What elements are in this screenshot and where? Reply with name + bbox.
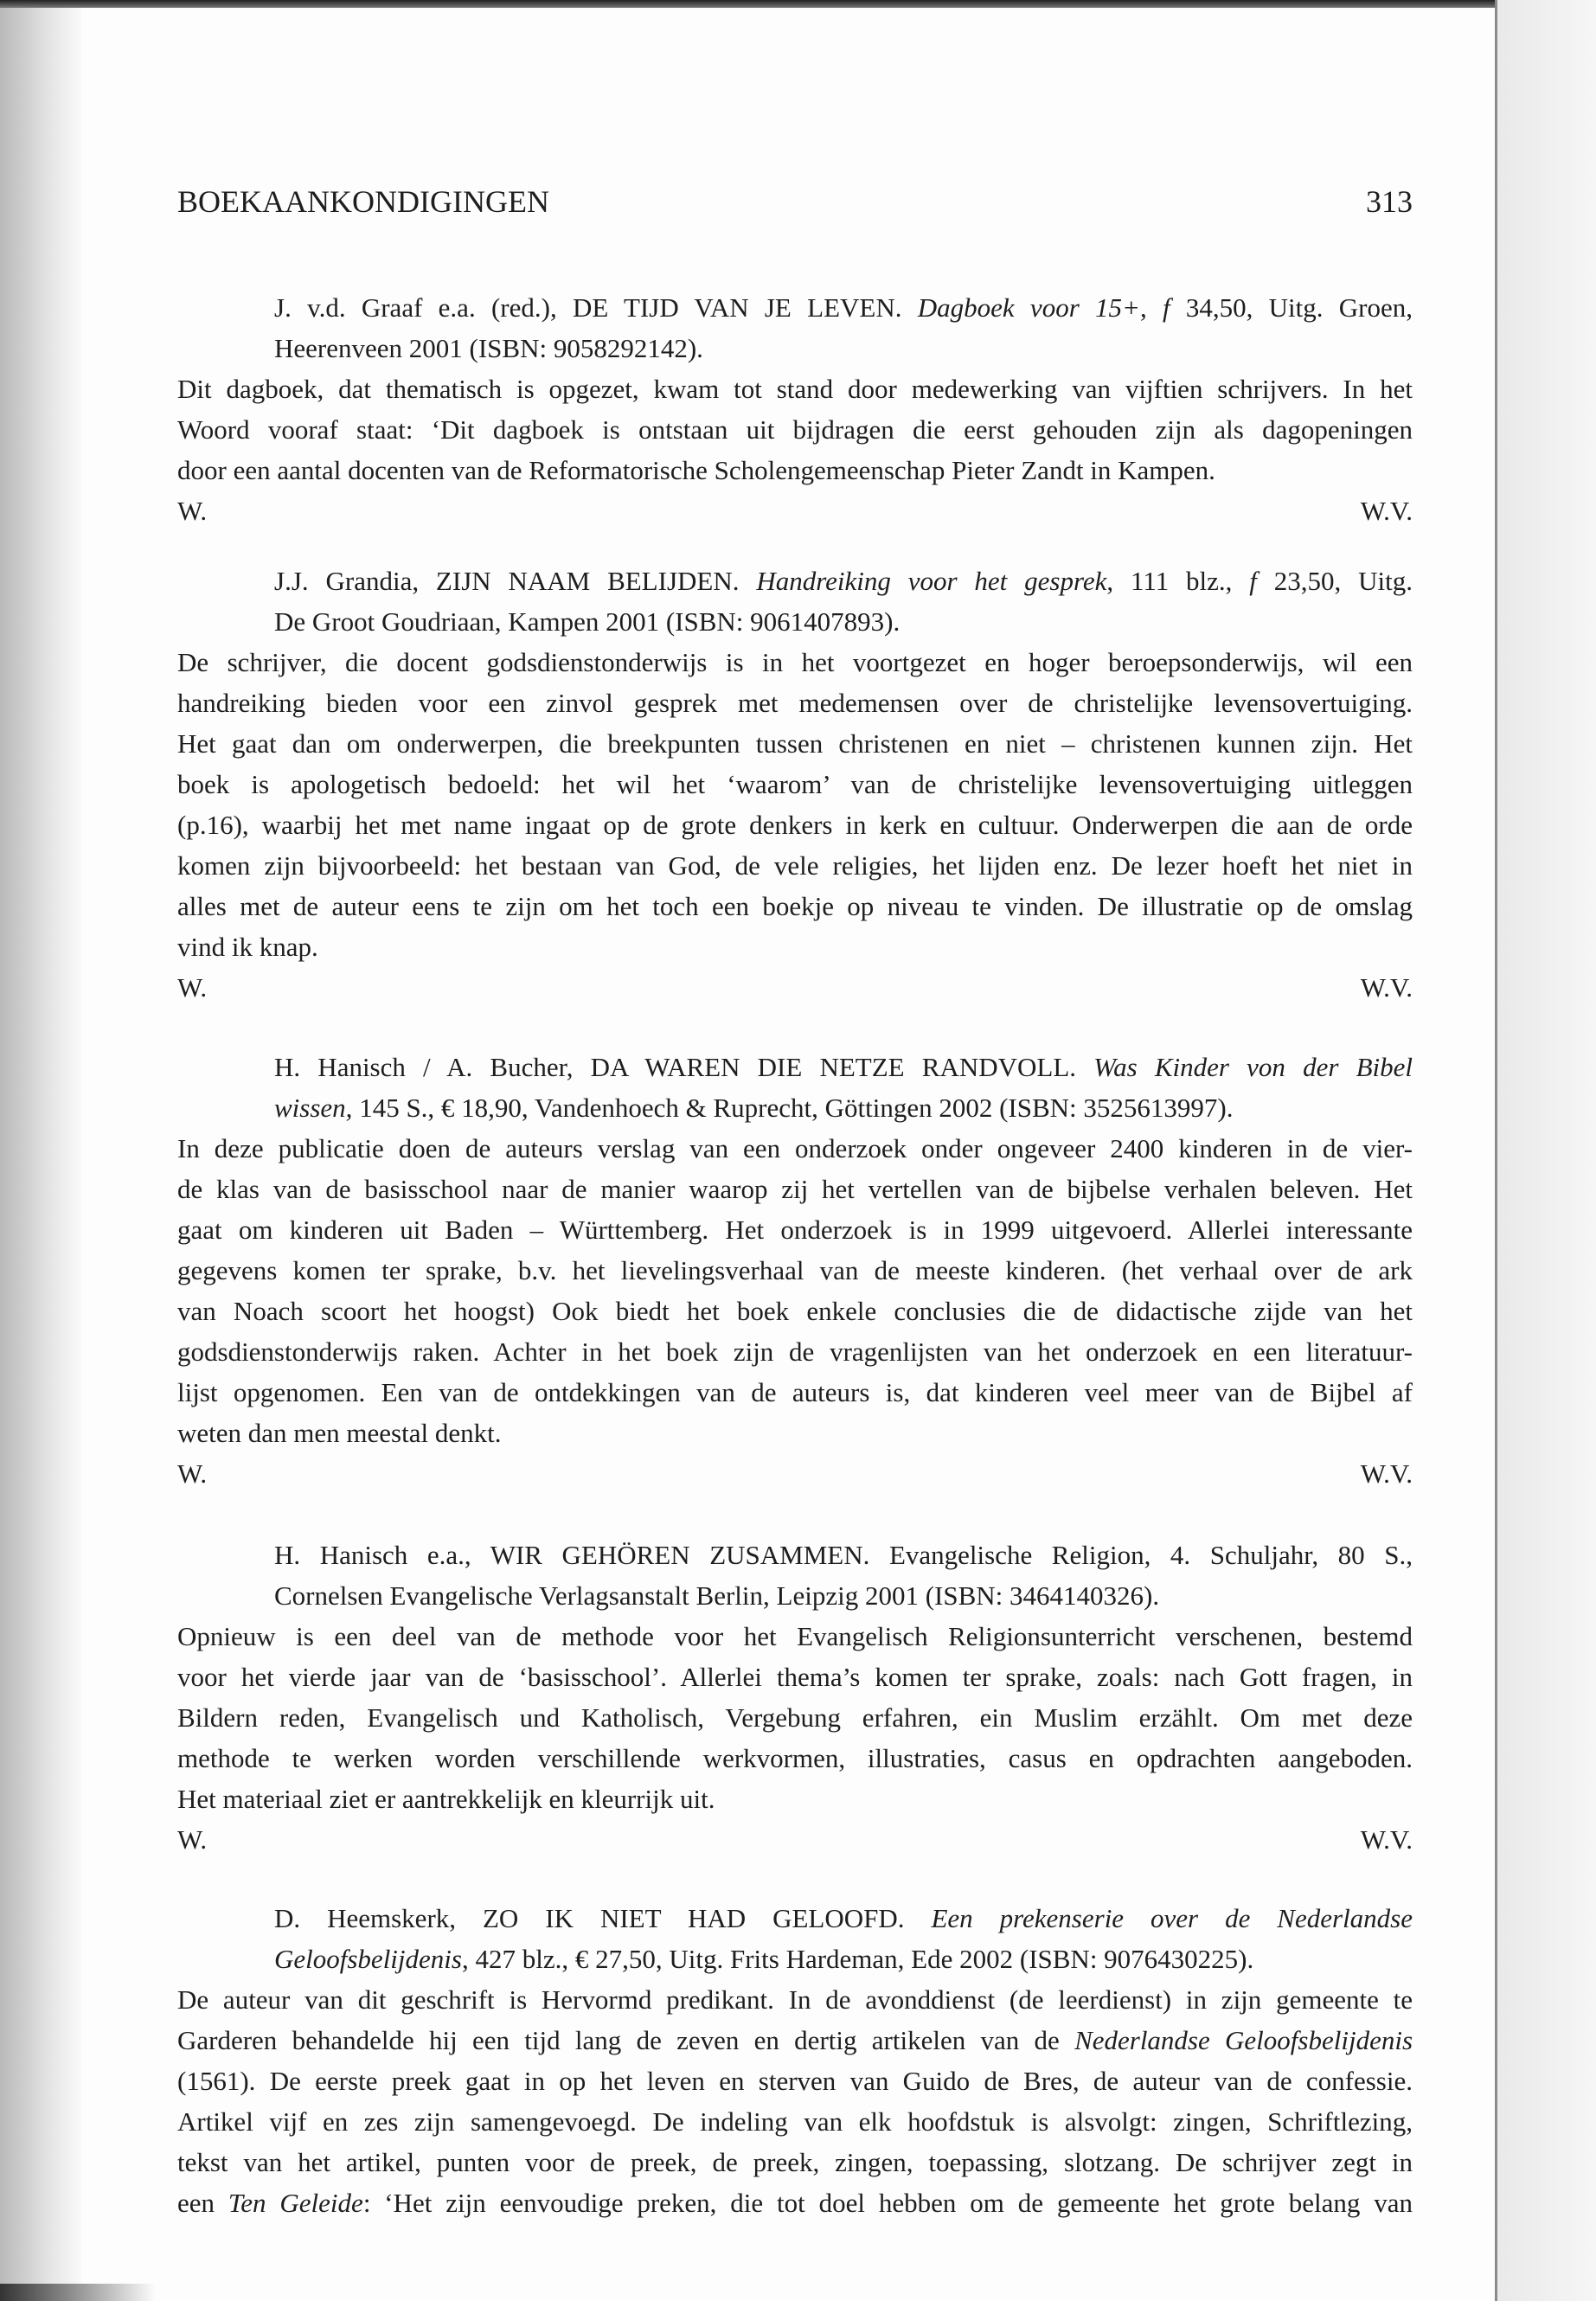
- text-segment: handreiking bieden voor een zinvol gesprek met medemensen over de christelijke levensovertuiging.: [177, 688, 1413, 718]
- text-line: [177, 1738, 1413, 1779]
- text-line: [274, 1898, 1413, 1939]
- page-edge-right: [1495, 0, 1497, 2301]
- signature-left: W.: [177, 496, 208, 526]
- text-line: [177, 845, 1413, 886]
- reviewer-signature: [177, 1819, 1413, 1860]
- book-entry: [177, 1535, 1413, 1860]
- book-entry: [177, 1047, 1413, 1494]
- text-segment: van Noach scoort het hoogst) Ook biedt het boek enkele conclusies die de didactische zijde van het: [177, 1296, 1413, 1326]
- text-segment: 145 S., € 18,90, Vandenhoech & Ruprecht, Göttingen 2002 (ISBN: 3525613997).: [352, 1093, 1234, 1123]
- reviewer-signature: [177, 490, 1413, 531]
- text-line: [177, 1979, 1413, 2020]
- text-segment: H. Hanisch e.a., WIR GEHÖREN ZUSAMMEN. Evangelische Religion, 4. Schuljahr, 80 S.,: [274, 1540, 1413, 1570]
- text-segment: D. Heemskerk, ZO IK NIET HAD GELOOFD.: [274, 1903, 932, 1933]
- text-line: [177, 2061, 1413, 2101]
- text-line: [177, 764, 1413, 804]
- text-line: [274, 1575, 1413, 1616]
- text-line: [177, 450, 1413, 490]
- signature-left: W.: [177, 1824, 208, 1855]
- text-line: [274, 1535, 1413, 1575]
- text-line: [177, 886, 1413, 926]
- text-segment: een: [177, 2188, 228, 2218]
- text-segment: Cornelsen Evangelische Verlagsanstalt Berlin, Leipzig 2001 (ISBN: 3464140326).: [274, 1580, 1160, 1611]
- book-citation: [177, 561, 1413, 642]
- text-segment: komen zijn bijvoorbeeld: het bestaan van God, de vele religies, het lijden enz. De lezer hoeft het niet in: [177, 850, 1413, 881]
- review-text: [177, 1128, 1413, 1453]
- text-line: [177, 804, 1413, 845]
- signature-left: W.: [177, 972, 208, 1003]
- text-segment: : ‘Het zijn eenvoudige preken, die tot doel hebben om de gemeente het grote belang van: [362, 2188, 1413, 2218]
- text-segment: lijst opgenomen. Een van de ontdekkingen van de auteurs is, dat kinderen veel meer van de Bijbel af: [177, 1377, 1413, 1407]
- text-segment: gaat om kinderen uit Baden – Württemberg. Het onderzoek is in 1999 uitgevoerd. Allerlei interessante: [177, 1215, 1413, 1245]
- signature-initials: W.V.: [1360, 496, 1413, 526]
- text-segment: , 111 blz.,: [1106, 566, 1250, 596]
- text-segment: J. v.d. Graaf e.a. (red.), DE TIJD VAN JE LEVEN.: [274, 292, 918, 323]
- text-line: [177, 2020, 1413, 2061]
- text-line: [177, 1413, 1413, 1453]
- text-segment: de klas van de basisschool naar de manier waarop zij het vertellen van de bijbelse verhalen beleven. Het: [177, 1174, 1413, 1204]
- text-line: [177, 1616, 1413, 1657]
- text-segment: De Groot Goudriaan, Kampen 2001 (ISBN: 9061407893).: [274, 606, 901, 637]
- text-line: [177, 409, 1413, 450]
- text-line: [274, 1087, 1413, 1128]
- text-segment: (1561). De eerste preek gaat in op het leven en sterven van Guido de Bres, de auteur van de confessie.: [177, 2066, 1413, 2096]
- text-segment: voor het vierde jaar van de ‘basisschool’. Allerlei thema’s komen ter sprake, zoals: nach Gott fragen, in: [177, 1662, 1413, 1692]
- text-line: [177, 1372, 1413, 1413]
- text-segment: vind ik knap.: [177, 932, 318, 962]
- text-segment: weten dan men meestal denkt.: [177, 1418, 502, 1448]
- signature-initials: W.V.: [1360, 972, 1413, 1003]
- scan-margin-right: [1497, 0, 1596, 2301]
- text-segment: (p.16), waarbij het met name ingaat op de grote denkers in kerk en cultuur. Onderwerpen die aan de orde: [177, 810, 1413, 840]
- text-segment: De schrijver, die docent godsdienstonderwijs is in het voortgezet en hoger beroepsonderwijs, wil een: [177, 647, 1413, 677]
- text-line: [274, 287, 1413, 328]
- scan-edge-top: [0, 0, 1497, 8]
- italic-segment: wissen,: [274, 1093, 353, 1123]
- reviewer-signature: [177, 1453, 1413, 1494]
- book-citation: [177, 1535, 1413, 1616]
- text-segment: 23,50, Uitg.: [1256, 566, 1413, 596]
- text-line: [177, 1169, 1413, 1209]
- section-title: BOEKAANKONDIGINGEN: [177, 184, 549, 219]
- text-segment: De auteur van dit geschrift is Hervormd predikant. In de avonddienst (de leerdienst) in zijn gemeente te: [177, 1984, 1413, 2015]
- text-line: [177, 1209, 1413, 1250]
- italic-segment: Handreiking voor het gesprek: [756, 566, 1107, 596]
- text-line: [177, 1291, 1413, 1331]
- review-text: [177, 642, 1413, 967]
- text-segment: Garderen behandelde hij een tijd lang de zeven en dertig artikelen van de: [177, 2025, 1075, 2055]
- text-segment: H. Hanisch / A. Bucher, DA WAREN DIE NETZE RANDVOLL.: [274, 1052, 1094, 1082]
- text-segment: methode te werken worden verschillende werkvormen, illustraties, casus en opdrachten aangeboden.: [177, 1743, 1413, 1773]
- text-segment: In deze publicatie doen de auteurs verslag van een onderzoek onder ongeveer 2400 kinderen in de vier-: [177, 1133, 1413, 1163]
- text-line: [177, 1128, 1413, 1169]
- text-segment: Artikel vijf en zes zijn samengevoegd. De indeling van elk hoofdstuk is alsvolgt: zingen, Schriftlezing,: [177, 2106, 1413, 2137]
- italic-segment: Ten Geleide: [228, 2188, 363, 2218]
- book-citation: [177, 1047, 1413, 1128]
- text-line: [177, 2142, 1413, 2182]
- text-line: [177, 1697, 1413, 1738]
- text-line: [177, 2182, 1413, 2223]
- text-segment: , 427 blz., € 27,50, Uitg. Frits Hardeman, Ede 2002 (ISBN: 9076430225).: [461, 1944, 1254, 1974]
- text-line: [177, 683, 1413, 723]
- signature-initials: W.V.: [1360, 1458, 1413, 1489]
- text-line: [177, 642, 1413, 683]
- text-line: [274, 1939, 1413, 1979]
- signature-left: W.: [177, 1458, 208, 1489]
- reviewer-signature: [177, 967, 1413, 1008]
- page-number: 313: [1366, 184, 1413, 219]
- text-segment: 34,50, Uitg. Groen,: [1170, 292, 1413, 323]
- scan-shadow-left: [0, 0, 82, 2301]
- review-text: [177, 369, 1413, 490]
- italic-segment: f: [1162, 292, 1170, 323]
- scan-edge-bottom: [0, 2284, 156, 2301]
- book-entry: [177, 1898, 1413, 2223]
- italic-segment: Nederlandse Geloofsbelijdenis: [1074, 2025, 1413, 2055]
- italic-segment: f: [1249, 566, 1257, 596]
- text-segment: Dit dagboek, dat thematisch is opgezet, kwam tot stand door medewerking van vijftien schrijvers. In het: [177, 374, 1413, 404]
- review-text: [177, 1979, 1413, 2223]
- italic-segment: Geloofsbelijdenis: [274, 1944, 462, 1974]
- review-text: [177, 1616, 1413, 1819]
- text-segment: ,: [1139, 292, 1163, 323]
- text-line: [177, 1331, 1413, 1372]
- italic-segment: Dagboek voor 15+: [917, 292, 1140, 323]
- text-segment: door een aantal docenten van de Reformatorische Scholengemeenschap Pieter Zandt in Kampen.: [177, 455, 1215, 485]
- text-segment: godsdienstonderwijs raken. Achter in het boek zijn de vragenlijsten van het onderzoek en een literatuur-: [177, 1336, 1413, 1367]
- text-line: [274, 328, 1413, 369]
- text-segment: Het gaat dan om onderwerpen, die breekpunten tussen christenen en niet – christenen kunnen zijn. Het: [177, 728, 1413, 759]
- signature-initials: W.V.: [1360, 1824, 1413, 1855]
- text-segment: Het materiaal ziet er aantrekkelijk en kleurrijk uit.: [177, 1784, 715, 1814]
- text-segment: Heerenveen 2001 (ISBN: 9058292142).: [274, 333, 703, 363]
- text-segment: J.J. Grandia, ZIJN NAAM BELIJDEN.: [274, 566, 757, 596]
- running-head: [177, 183, 1413, 225]
- text-line: [177, 1250, 1413, 1291]
- text-line: [177, 926, 1413, 967]
- text-line: [177, 2101, 1413, 2142]
- text-segment: boek is apologetisch bedoeld: het wil het ‘waarom’ van de christelijke levensovertuiging uitleggen: [177, 769, 1413, 799]
- text-segment: Opnieuw is een deel van de methode voor het Evangelisch Religionsunterricht verschenen, bestemd: [177, 1621, 1413, 1651]
- italic-segment: Een prekenserie over de Nederlandse: [931, 1903, 1413, 1933]
- text-line: [274, 601, 1413, 642]
- text-line: [177, 1657, 1413, 1697]
- text-line: [177, 1779, 1413, 1819]
- text-segment: Bildern reden, Evangelisch und Katholisch, Vergebung erfahren, ein Muslim erzählt. Om met deze: [177, 1702, 1413, 1733]
- text-segment: Woord vooraf staat: ‘Dit dagboek is ontstaan uit bijdragen die eerst gehouden zijn als dagopeningen: [177, 414, 1413, 445]
- book-entry: [177, 561, 1413, 1008]
- text-segment: alles met de auteur eens te zijn om het toch een boekje op niveau te vinden. De illustratie op de omslag: [177, 891, 1413, 921]
- book-citation: [177, 1898, 1413, 1979]
- text-line: [274, 561, 1413, 601]
- text-segment: gegevens komen ter sprake, b.v. het lievelingsverhaal van de meeste kinderen. (het verhaal over de ark: [177, 1255, 1413, 1285]
- book-citation: [177, 287, 1413, 369]
- text-segment: tekst van het artikel, punten voor de preek, de preek, zingen, toepassing, slotzang. De schrijver zegt in: [177, 2147, 1413, 2177]
- text-line: [177, 723, 1413, 764]
- italic-segment: Was Kinder von der Bibel: [1093, 1052, 1413, 1082]
- text-line: [274, 1047, 1413, 1087]
- text-line: [177, 369, 1413, 409]
- book-entry: [177, 287, 1413, 531]
